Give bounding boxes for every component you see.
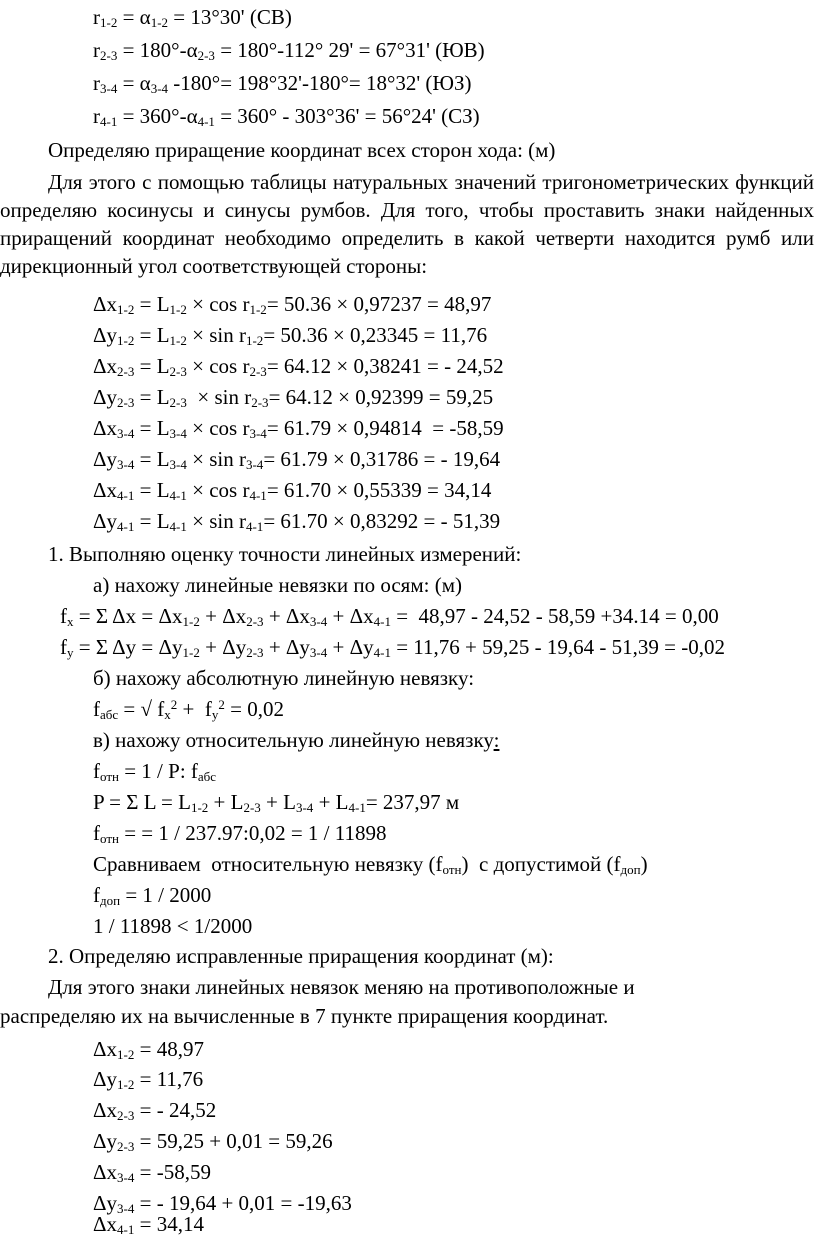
formula-perimeter: P = Σ $L = L_{1-2} + L_{2-3} + L_{3-4} + L_{4-1}= 237,97$ м	[93, 790, 460, 815]
corrected-dx-3-4: $\Delta x_{3-4} = -58,59$	[93, 1160, 211, 1185]
subheading-absolute-misclosure: б) нахожу абсолютную линейную невязку:	[93, 666, 475, 690]
formula-f-otn-value: $f_{отн}$ = = 1 / 237.97:0,02 = 1 / 11898	[93, 821, 387, 846]
formula-dx-1-2: $\Delta x_{1-2} = L_{1-2} \times \cos r_{1-2}= 50.36 \times 0,97237 = 48,97$	[93, 292, 492, 317]
formula-f-otn: $f_{отн} = 1 / P$: $f_{абс}$	[93, 759, 217, 784]
formula-dx-4-1: $\Delta x_{4-1} = L_{4-1} \times \cos r_{4-1}= 61.70 \times 0,55339 = 34,14$	[93, 478, 492, 503]
paragraph-instructions: Для этого с помощью таблицы натуральных значений тригонометрических функций определяю косинусы и синусы румбов. Для того, чтобы проставить знаки найденных приращений координат необходимо определить в какой четверти находится румб или дирекционный угол соответствующей стороны:	[0, 170, 814, 278]
subheading-relative-misclosure: в) нахожу относительную линейную невязку:	[93, 728, 500, 752]
formula-fx: $f_x = \Sigma$ $\Delta x = \Delta x_{1-2} + \Delta x_{2-3} + \Delta x_{3-4} + \Delta x_{4-1} = 48,97 - 24,52 - 58,59 +34.14 = 0,00$	[60, 604, 719, 629]
formula-comparison: 1 / 11898 < 1/2000	[93, 914, 253, 938]
corrected-dx-2-3: $\Delta x_{2-3}$ = - 24,52	[93, 1098, 217, 1123]
formula-dy-2-3: $\Delta y_{2-3} = L_{2-3} \times \sin r_{2-3}= 64.12 \times 0,92399 = 59,25$	[93, 385, 494, 410]
heading-accuracy: 1. Выполняю оценку точности линейных измерений:	[48, 542, 522, 566]
corrected-dy-3-4: $\Delta y_{3-4}$ = - 19,64 + 0,01 = -19,63	[93, 1191, 352, 1216]
paragraph-correction: Для этого знаки линейных невязок меняю на противоположные и распределяю их на вычисленные в 7 пункте приращения координат.	[0, 975, 635, 1028]
formula-dx-2-3: $\Delta x_{2-3} = L_{2-3} \times \cos r_{2-3}= 64.12 \times 0,38241$ = - 24,52	[93, 354, 504, 379]
subheading-axis-misclosure: а) нахожу линейные невязки по осям: (м)	[93, 573, 462, 597]
formula-dy-1-2: $\Delta y_{1-2} = L_{1-2} \times \sin r_{1-2}= 50.36 \times 0,23345 = 11,76$	[93, 323, 488, 348]
formula-dy-4-1: $\Delta y_{4-1} = L_{4-1} \times \sin r_{4-1}= 61.70 \times 0,83292$ = - 51,39	[93, 509, 501, 534]
heading-corrected-increments: 2. Определяю исправленные приращения координат (м):	[48, 944, 554, 968]
rumb-line-1-2: $r_{1-2} = \alpha_{1-2} = 13^\circ 30'$ (СВ)	[93, 5, 292, 30]
formula-f-dop: $f_{доп} = 1 / 2000$	[93, 883, 212, 908]
corrected-dx-4-1: $\Delta x_{4-1} = 34,14$	[93, 1212, 204, 1237]
formula-fy: $f_y = \Sigma$ $\Delta y = \Delta y_{1-2} + \Delta y_{2-3} + \Delta y_{3-4} + \Delta y_{4-1} = 11,76 + 59,25 - 19,64 - 51,39 = -0,02$	[60, 635, 725, 660]
rumb-line-3-4: $r_{3-4} = \alpha_{3-4}$ -180°= 198°32'-180°= 18°32' (ЮЗ)	[93, 71, 472, 96]
formula-f-abs: $f_{абс}$ = √ $f_x^2 + f_y^2 = 0,02$	[93, 697, 284, 722]
corrected-dx-1-2: $\Delta x_{1-2} = 48,97$	[93, 1037, 204, 1062]
rumb-line-2-3: $r_{2-3} = 180^\circ-\alpha_{2-3} = 180^\circ-112^\circ$ 29' = 67°31' (ЮВ)	[93, 38, 485, 63]
formula-dy-3-4: $\Delta y_{3-4} = L_{3-4} \times \sin r_{3-4}= 61.79 \times 0,31786$ = - 19,64	[93, 447, 501, 472]
corrected-dy-2-3: $\Delta y_{2-3} = 59,25 + 0,01 = 59,26$	[93, 1129, 333, 1154]
section-heading-increments: Определяю приращение координат всех сторон хода: (м)	[48, 138, 556, 162]
text-compare: Сравниваем относительную невязку $(f_{отн})$ с допустимой $(f_{доп})$	[93, 852, 648, 877]
corrected-dy-1-2: $\Delta y_{1-2} = 11,76$	[93, 1067, 204, 1092]
rumb-line-4-1: $r_{4-1} = 360^\circ-\alpha_{4-1} = 360^\circ - 303^\circ 36' = 56^\circ 24'$ (СЗ)	[93, 104, 480, 129]
formula-dx-3-4: $\Delta x_{3-4} = L_{3-4} \times \cos r_{3-4}= 61.79 \times 0,94814 = -58,59$	[93, 416, 504, 441]
